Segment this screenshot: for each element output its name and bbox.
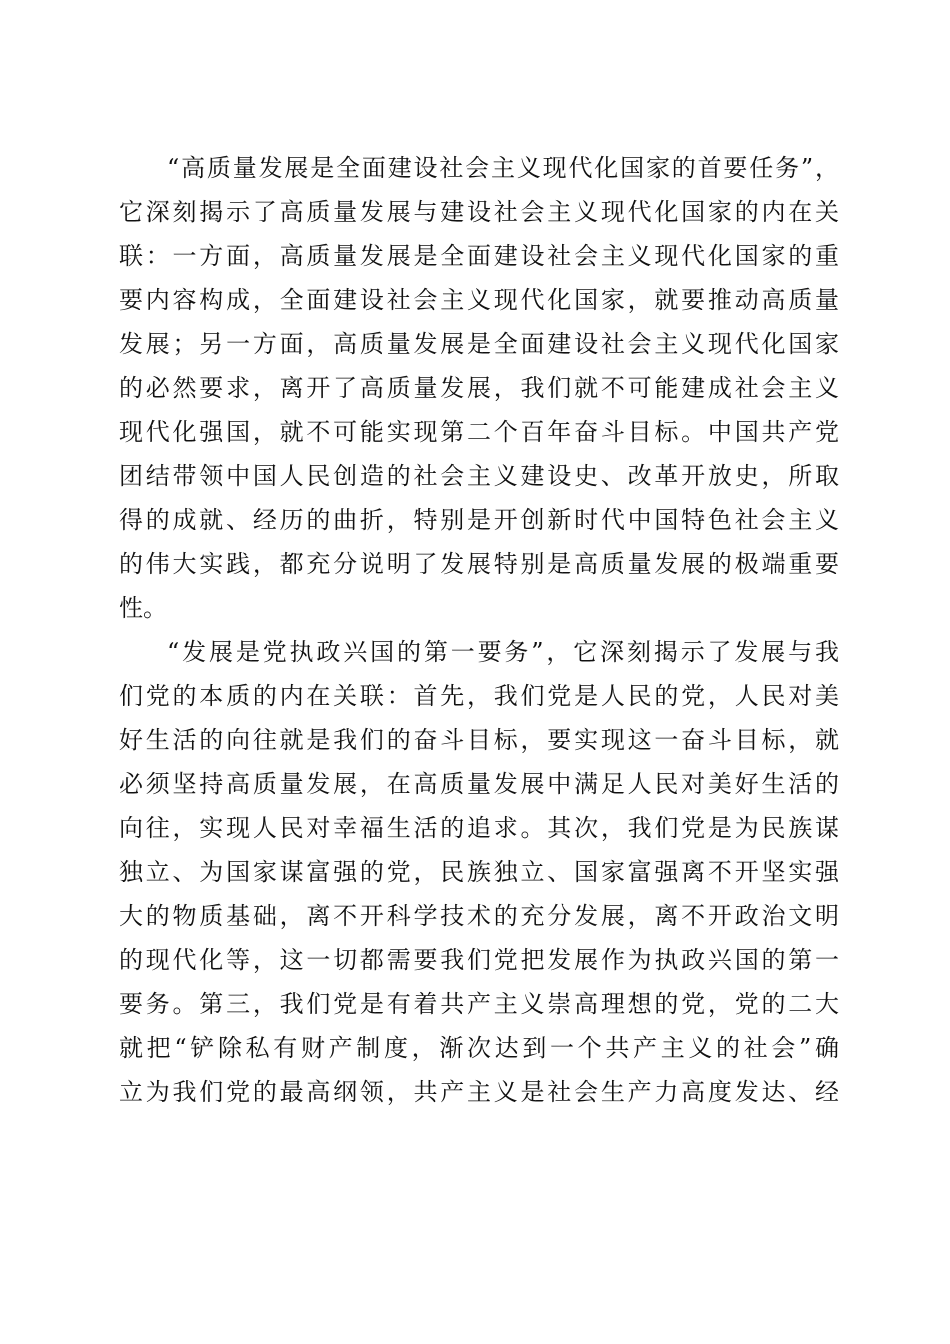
paragraph-line: 必须坚持高质量发展，在高质量发展中满足人民对美好生活的	[119, 770, 839, 798]
paragraph-line: “高质量发展是全面建设社会主义现代化国家的首要任务”，	[167, 154, 839, 182]
paragraph-line: 它深刻揭示了高质量发展与建设社会主义现代化国家的内在关	[119, 198, 839, 226]
paragraph-line: 们党的本质的内在关联：首先，我们党是人民的党，人民对美	[119, 682, 839, 710]
paragraph-line: 向往，实现人民对幸福生活的追求。其次，我们党是为民族谋	[119, 814, 839, 842]
paragraph-line: 就把“铲除私有财产制度，渐次达到一个共产主义的社会”确	[119, 1034, 839, 1062]
paragraph-2	[119, 630, 839, 1114]
paragraph-line: 好生活的向往就是我们的奋斗目标，要实现这一奋斗目标，就	[119, 726, 839, 754]
paragraph-line: “发展是党执政兴国的第一要务”，它深刻揭示了发展与我	[167, 638, 839, 666]
paragraph-line: 大的物质基础，离不开科学技术的充分发展，离不开政治文明	[119, 902, 839, 930]
paragraph-line: 得的成就、经历的曲折，特别是开创新时代中国特色社会主义	[119, 506, 839, 534]
paragraph-line: 独立、为国家谋富强的党，民族独立、国家富强离不开坚实强	[119, 858, 839, 886]
paragraph-line: 发展；另一方面，高质量发展是全面建设社会主义现代化国家	[119, 330, 839, 358]
paragraph-line: 团结带领中国人民创造的社会主义建设史、改革开放史，所取	[119, 462, 839, 490]
paragraph-line: 立为我们党的最高纲领，共产主义是社会生产力高度发达、经	[119, 1078, 839, 1106]
body-text	[119, 146, 839, 1114]
paragraph-line: 的现代化等，这一切都需要我们党把发展作为执政兴国的第一	[119, 946, 839, 974]
paragraph-line: 的必然要求，离开了高质量发展，我们就不可能建成社会主义	[119, 374, 839, 402]
paragraph-line: 现代化强国，就不可能实现第二个百年奋斗目标。中国共产党	[119, 418, 839, 446]
paragraph-line: 性。	[119, 594, 167, 622]
paragraph-line: 要内容构成，全面建设社会主义现代化国家，就要推动高质量	[119, 286, 839, 314]
paragraph-line: 的伟大实践，都充分说明了发展特别是高质量发展的极端重要	[119, 550, 839, 578]
paragraph-line: 联：一方面，高质量发展是全面建设社会主义现代化国家的重	[119, 242, 839, 270]
paragraph-line: 要务。第三，我们党是有着共产主义崇高理想的党，党的二大	[119, 990, 839, 1018]
paragraph-1	[119, 146, 839, 630]
